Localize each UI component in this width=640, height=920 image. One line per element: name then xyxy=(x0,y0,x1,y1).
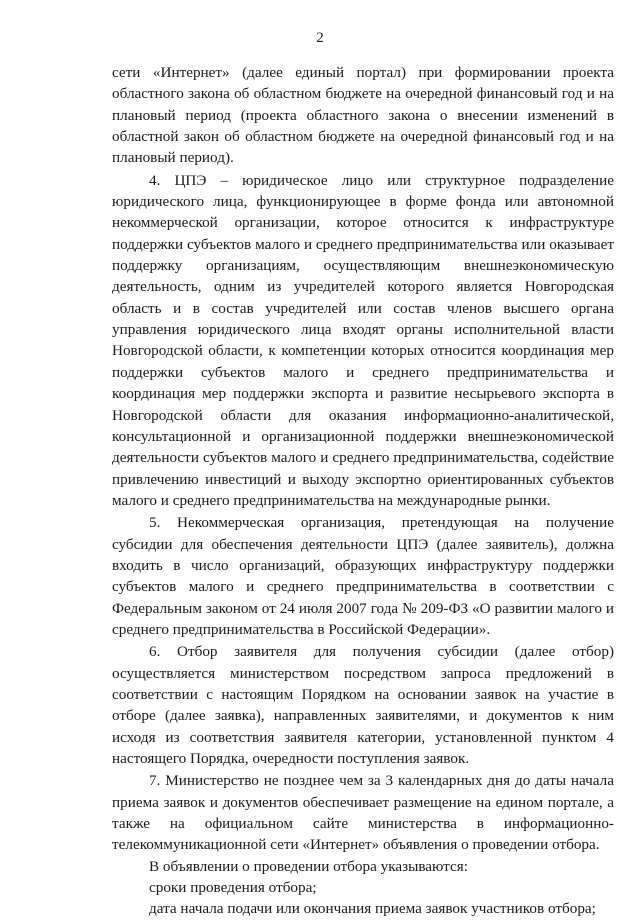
paragraph-selection-dates: сроки проведения отбора; xyxy=(149,879,317,897)
paragraph-item-6: 6. Отбор заявителя для получения субсидии (далее отбор) осуществляется министерством посредством запроса предложений в соответствии с настоящим Порядком на основании заявок на участие в отборе (далее заявка), направленных заявителями, и документов к ним исходя из соответствия заявителя категории, установленной пунктом 4 настоящего Порядка, очередности поступления заявок. xyxy=(112,643,614,767)
paragraph-item-5: 5. Некоммерческая организация, претендующая на получение субсидии для обеспечения деятельности ЦПЭ (далее заявитель), должна входить в число организаций, образующих инфраструктуру поддержки субъектов малого и среднего предпринимательства в соответствии с Федеральным законом от 24 июля 2007 года № 209-ФЗ «О развитии малого и среднего предпринимательства в Российской Федерации». xyxy=(112,514,614,638)
page-number: 2 xyxy=(316,30,324,46)
paragraph-portal-continuation: сети «Интернет» (далее единый портал) при формировании проекта областного закона об областном бюджете на очередной финансовый год и на плановый период (проекта областного закона о внесении изменений в областной закон об областном бюджете на очередной финансовый год и на плановый период). xyxy=(112,64,614,167)
paragraph-item-4: 4. ЦПЭ – юридическое лицо или структурное подразделение юридического лица, функционирующее в форме фонда или автономной некоммерческой организации, которое относится к инфраструктуре поддержки субъектов малого и среднего предпринимательства или оказывает поддержку организациям, осуществляющим внешнеэкономическую деятельность, одним из учредителей которого является Новгородская область и в состав учредителей или состав членов высшего органа управления юридического лица входят органы исполнительной власти Новгородской области, к компетенции которых относится координация мер поддержки субъектов малого и среднего предпринимательства и координация мер поддержки экспорта и развитие несырьевого экспорта в Новгородской области для оказания информационно-аналитической, консультационной и организационной поддержки внешнеэкономической деятельности субъектов малого и среднего предпринимательства, содействие привлечению инвестиций и выходу экспортно ориентированных субъектов малого и среднего предпринимательства на международные рынки. xyxy=(112,171,614,509)
paragraph-application-dates: дата начала подачи или окончания приема заявок участников отбора; xyxy=(149,900,596,918)
document-body xyxy=(112,62,614,920)
paragraph-announcement-intro: В объявлении о проведении отбора указываются: xyxy=(149,857,468,875)
paragraph-item-7: 7. Министерство не позднее чем за 3 календарных дня до даты начала приема заявок и документов обеспечивает размещение на едином портале, а также на официальном сайте министерства в информационно-телекоммуникационной сети «Интернет» объявления о проведении отбора. xyxy=(112,772,614,854)
